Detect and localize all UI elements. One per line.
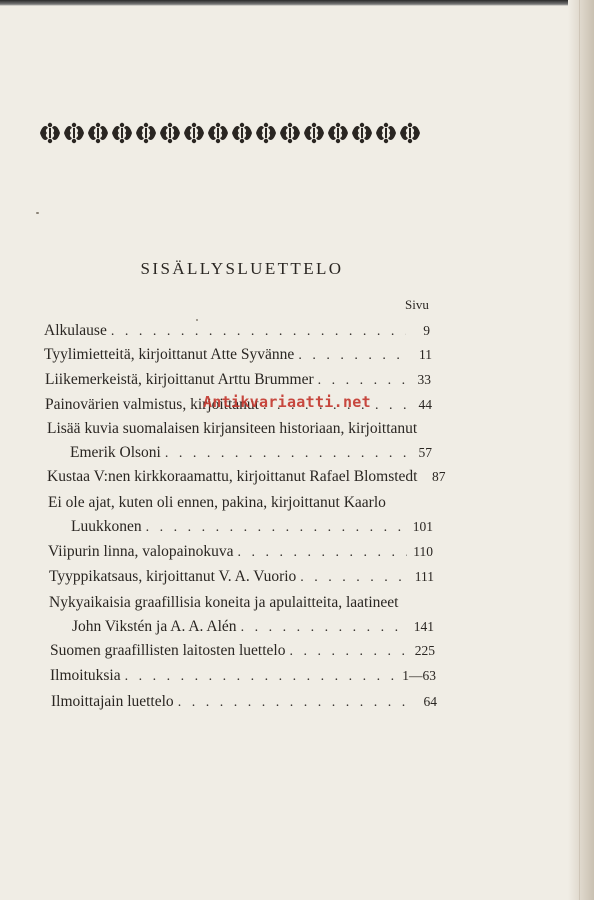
toc-entry-title: Ilmoituksia xyxy=(50,667,121,684)
page-top-edge xyxy=(0,0,594,6)
toc-entry-title: Painovärien valmistus, kirjoittanut xyxy=(45,396,259,413)
toc-entry-page: 11 xyxy=(419,347,432,362)
toc-entry xyxy=(72,617,434,637)
leader-dots xyxy=(111,322,406,342)
toc-entry-title: Viipurin linna, valopainokuva xyxy=(48,543,234,560)
leader-dots xyxy=(300,568,408,588)
toc-entry-page: 64 xyxy=(423,694,437,709)
decorative-ornament-band xyxy=(38,120,426,146)
toc-entry xyxy=(71,517,433,537)
toc-entry-title: Tyyppikatsaus, kirjoittanut V. A. Vuorio xyxy=(49,568,297,585)
leader-dots xyxy=(146,518,407,538)
toc-entry xyxy=(70,443,432,463)
toc-entry-title: Suomen graafillisten laitosten luettelo xyxy=(50,642,286,659)
page-column-label: Sivu xyxy=(405,297,429,312)
toc-entry-page: 33 xyxy=(417,372,431,387)
toc-entry xyxy=(47,467,446,487)
toc-entry-title: Luukkonen xyxy=(71,518,142,535)
toc-entry xyxy=(45,370,431,390)
toc-entry xyxy=(44,345,432,365)
paper-speck xyxy=(36,212,39,214)
toc-entry-page: 44 xyxy=(418,397,432,412)
leader-dots xyxy=(178,693,413,713)
toc-entry xyxy=(50,666,436,686)
toc-heading: SISÄLLYSLUETTELO xyxy=(140,259,344,278)
toc-entry-title: Liikemerkeistä, kirjoittanut Arttu Brummer xyxy=(45,371,314,388)
toc-entry-page: 141 xyxy=(413,619,434,634)
toc-entry-title: Kustaa V:nen kirkkoraamattu, kirjoittanut Rafael Blomstedt xyxy=(47,468,418,485)
leader-dots xyxy=(165,444,408,464)
leader-dots xyxy=(125,667,397,687)
leader-dots xyxy=(241,618,408,638)
leader-dots xyxy=(318,371,407,391)
toc-entry-title: John Vikstén ja A. A. Alén xyxy=(72,618,237,635)
toc-entry-title: Ilmoittajain luettelo xyxy=(51,693,174,710)
leader-dots xyxy=(289,642,408,662)
leader-dots xyxy=(298,346,408,366)
toc-entry xyxy=(51,692,437,712)
toc-entry-page: 101 xyxy=(412,519,433,534)
page-fold-shadow xyxy=(579,0,580,900)
toc-entry-page: 57 xyxy=(418,445,432,460)
toc-entry xyxy=(48,542,433,562)
toc-entry-title: Lisää kuvia suomalaisen kirjansiteen historiaan, kirjoittanut xyxy=(47,420,418,437)
page-right-edge xyxy=(568,0,594,900)
toc-entry-title: Emerik Olsoni xyxy=(70,444,161,461)
toc-entry-title: Ei ole ajat, kuten oli ennen, pakina, kirjoittanut Kaarlo xyxy=(48,494,386,511)
toc-entry-title: Tyylimietteitä, kirjoittanut Atte Syvänne xyxy=(44,346,295,363)
toc-entry-page: 110 xyxy=(413,544,433,559)
toc-entry xyxy=(50,641,435,661)
toc-entry xyxy=(44,321,430,341)
leader-dots xyxy=(237,543,407,563)
toc-entry-page: 87 xyxy=(431,469,446,484)
toc-entry-page: 225 xyxy=(414,643,435,658)
watermark-text: Antikvariaatti.net xyxy=(203,393,371,411)
toc-entry xyxy=(49,567,434,587)
toc-entry-title: Alkulause xyxy=(44,322,107,339)
toc-entry-page: 9 xyxy=(423,323,430,338)
toc-entry-title: Nykyaikaisia graafillisia koneita ja apulaitteita, laatineet xyxy=(49,594,399,611)
toc-entry-page: 111 xyxy=(414,569,434,584)
toc-entry-page: 1—63 xyxy=(402,668,436,683)
